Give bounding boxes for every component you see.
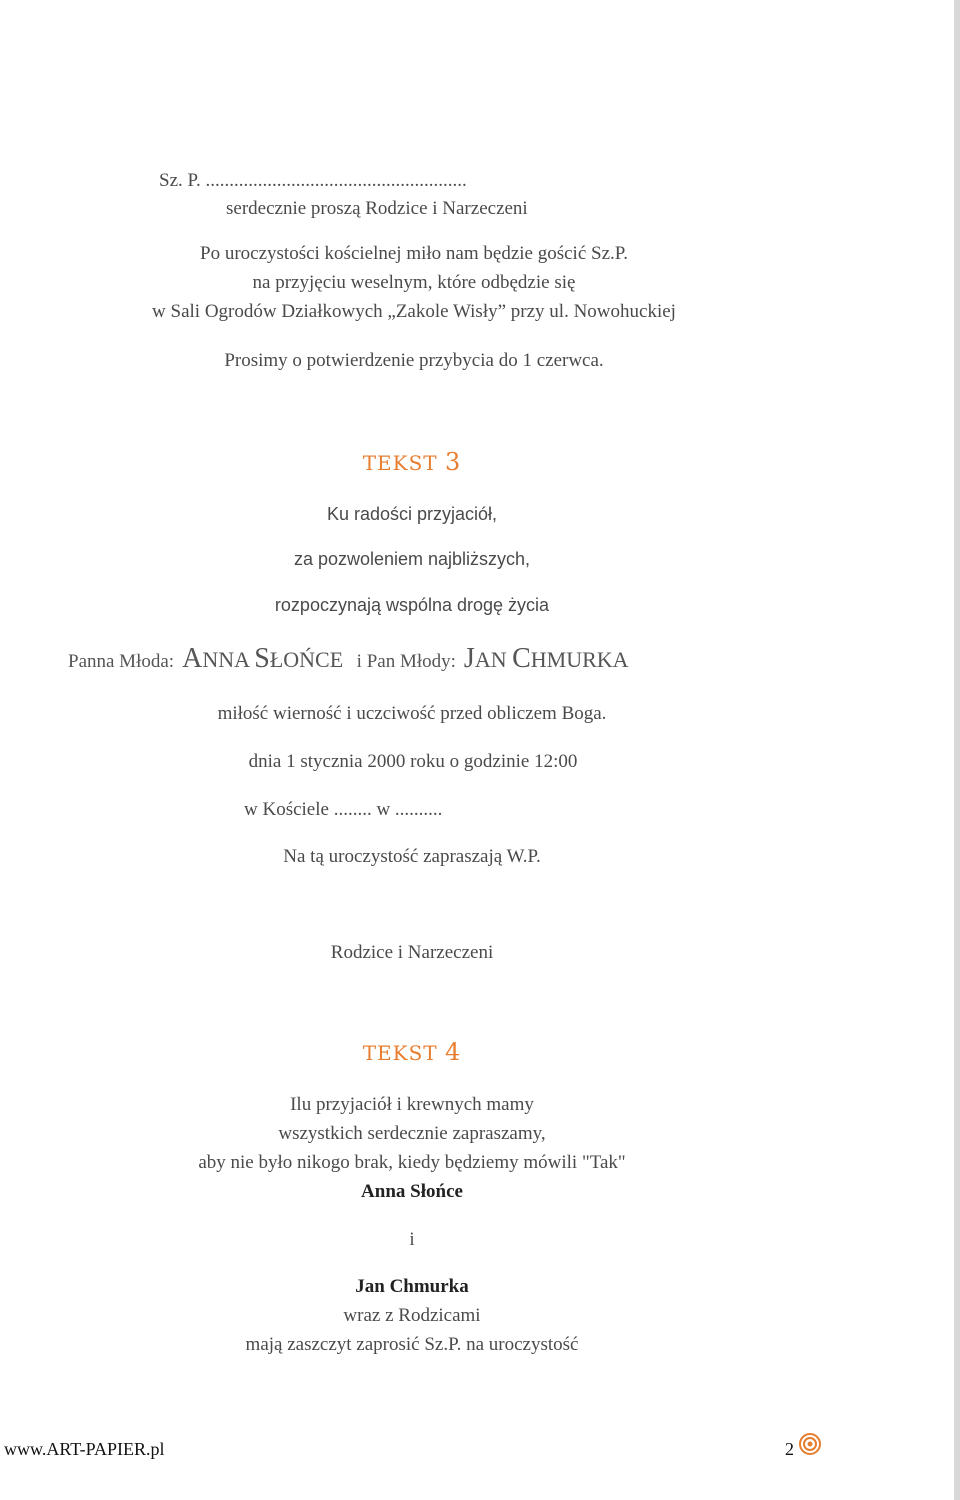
tekst-4-heading: [0, 1040, 824, 1064]
tekst-3-line-3: rozpoczynają wspólna drogę życia: [274, 595, 550, 615]
invite-line: Na tą uroczystość zapraszają W.P.: [283, 846, 541, 867]
bride-label: Panna Młoda:: [68, 651, 175, 672]
heading-word: TEKST: [362, 1041, 438, 1065]
bride-name-bold: Anna Słońce: [361, 1181, 463, 1202]
date-line: dnia 1 stycznia 2000 roku o godzinie 12:00: [248, 751, 578, 772]
reception-line-3: w Sali Ogrodów Działkowych „Zakole Wisły” przy ul. Nowohuckiej: [152, 301, 676, 322]
groom-label: i Pan Młody:: [356, 651, 456, 672]
groom-name-bold: Jan Chmurka: [355, 1276, 469, 1297]
right-edge-bar: [954, 0, 960, 1500]
tekst-4-line-2: wszystkich serdecznie zapraszamy,: [278, 1123, 546, 1144]
tekst-3-heading: [0, 450, 824, 474]
heading-number: 4: [445, 1038, 462, 1066]
signature-line: Rodzice i Narzeczeni: [330, 942, 494, 963]
couple-names-line: [68, 645, 629, 673]
tekst-4-line-4: wraz z Rodzicami: [343, 1305, 481, 1326]
groom-name: JAN CHMURKA: [463, 643, 629, 674]
tekst-3-line-2: za pozwoleniem najbliższych,: [293, 549, 531, 569]
invitation-line: serdecznie proszą Rodzice i Narzeczeni: [226, 198, 528, 219]
footer-url: www.ART-PAPIER.pl: [4, 1439, 165, 1459]
tekst-4-line-1: Ilu przyjaciół i krewnych mamy: [290, 1094, 534, 1115]
tekst-3-line-1: Ku radości przyjaciół,: [326, 504, 498, 524]
conjunction: i: [409, 1229, 415, 1250]
tekst-4-line-5: mają zaszczyt zaprosić Sz.P. na uroczystość: [245, 1334, 579, 1355]
heading-word: TEKST: [362, 451, 438, 475]
heading-number: 3: [445, 448, 462, 476]
bride-name: ANNA SŁOŃCE: [182, 643, 344, 674]
reception-line-2: na przyjęciu weselnym, które odbędzie się: [252, 272, 576, 293]
church-line: w Kościele ........ w ..........: [244, 799, 443, 820]
rsvp-line: Prosimy o potwierdzenie przybycia do 1 czerwca.: [224, 350, 604, 371]
reception-line-1: Po uroczystości kościelnej miło nam będzie gościć Sz.P.: [200, 243, 628, 264]
tekst-4-line-3: aby nie było nikogo brak, kiedy będziemy mówili "Tak": [198, 1152, 626, 1173]
concentric-circles-logo-icon: [799, 1433, 821, 1455]
recipient-line: Sz. P. .......................................................: [159, 170, 467, 191]
vows-line: miłość wierność i uczciwość przed obliczem Boga.: [217, 703, 607, 724]
page-number: 2: [785, 1439, 794, 1459]
